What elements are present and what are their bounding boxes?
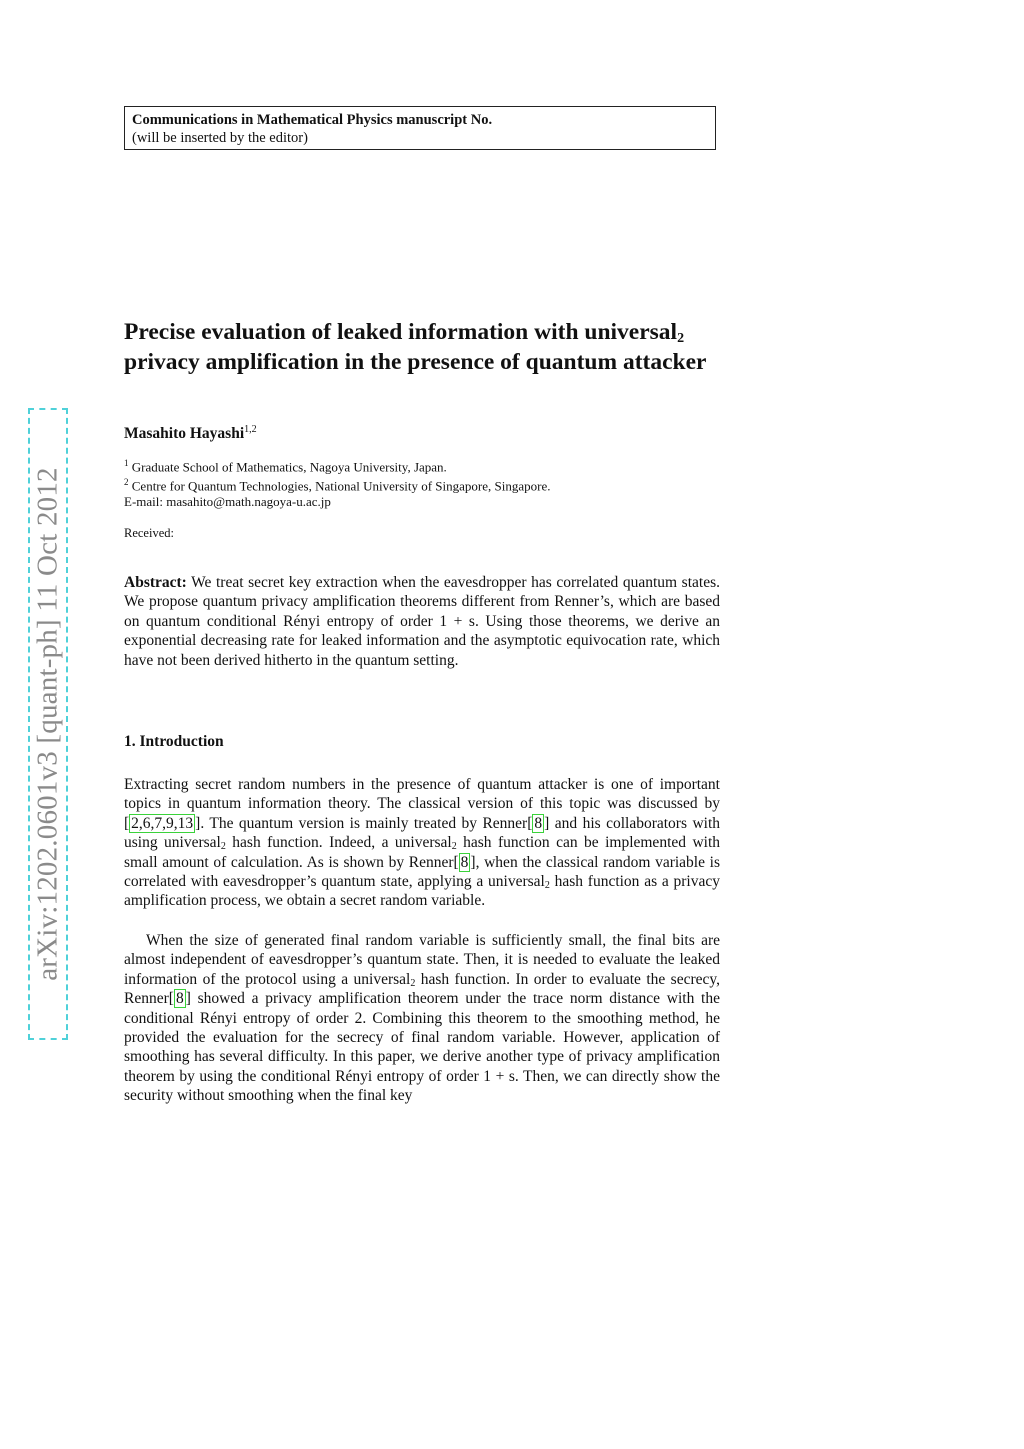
paper-title: [124, 318, 724, 377]
arxiv-stamp-text: arXiv:1202.0601v3 [quant-ph] 11 Oct 2012: [31, 467, 64, 981]
p1-text-b: . The quantum version is mainly treated by Renner: [200, 814, 528, 832]
p1-text-a: Extracting secret random numbers in the presence of quantum attacker is one of important topics in quantum information theory. The classical version of this topic was discussed by: [124, 776, 720, 813]
intro-paragraph-1: Extracting secret random numbers in the presence of quantum attacker is one of important topics in quantum information theory. The classical version of this topic was discussed by [ 2,6,7,9,13 ]. The quantum version is mainly treated by Renner[ 8 ] and his collaborators with using universal$_2$ hash function. Indeed, a universal$_2$ hash function can be implemented with small amount of calculation. As is shown by Renner[ 8 ], when the classical random variable is correlated with eavesdropper’s quantum state, applying a universal$_2$ hash function as a privacy amplification process, we obtain a secret random variable.: [124, 776, 720, 910]
affiliations: [124, 456, 724, 509]
citation-link[interactable]: 8: [175, 990, 184, 1008]
citation-link[interactable]: 8: [460, 853, 469, 871]
citation-link[interactable]: 8: [534, 814, 543, 832]
title-part2: privacy amplification in the presence of quantum attacker: [124, 348, 707, 375]
title-subscript: 2: [677, 331, 685, 346]
journal-name: Communications in Mathematical Physics manuscript No.: [132, 112, 493, 128]
p1-text-f: , when the classical random variable is correlated with eavesdropper’s quantum state, applying a universal: [124, 853, 720, 891]
affiliation-2-text: Centre for Quantum Technologies, National University of Singapore, Singapore.: [128, 478, 551, 494]
arxiv-stamp-link[interactable]: [28, 408, 68, 1040]
affiliation-1-num: 1: [124, 458, 129, 468]
subscript-2: 2: [451, 841, 457, 853]
p1-text-d: hash function. Indeed, a universal: [225, 834, 452, 852]
affiliation-2-num: 2: [124, 476, 129, 487]
section-heading-introduction: 1. Introduction: [124, 733, 224, 750]
p2-text-b: hash function. In order to evaluate the secrecy, Renner: [124, 970, 720, 1008]
intro-paragraph-2: When the size of generated final random variable is sufficiently small, the final bits are almost independent of eavesdropper’s quantum state. Then, it is needed to evaluate the leaked information of the protocol using a universal$_2$ hash function. In order to evaluate the secrecy, Renner[ 8 ] showed a privacy amplification theorem under the trace norm distance with the conditional Rényi entropy of order 2. Combining this theorem to the smoothing method, he provided the evaluation for the secrecy of final random variable. However, application of smoothing has several difficulty. In this paper, we derive another type of privacy amplification theorem by using the conditional Rényi entropy of order 1 + s. Then, we can directly show the security without smoothing when the final key: [124, 932, 720, 1105]
citation-link[interactable]: 2,6,7,9,13: [131, 814, 194, 832]
journal-header-box: [124, 106, 716, 150]
p1-text-e: hash function can be implemented with small amount of calculation. As is shown by Renner: [124, 834, 720, 871]
affiliation-1: [124, 456, 724, 475]
journal-note: (will be inserted by the editor): [132, 130, 308, 146]
p2-text-a: When the size of generated final random variable is sufficiently small, the final bits are almost independent of eavesdropper’s quantum state. Then, it is needed to evaluate the leaked information of the protocol using a universal: [124, 932, 720, 988]
affiliation-1-text: Graduate School of Mathematics, Nagoya University, Japan.: [128, 459, 447, 475]
abstract-label: Abstract:: [124, 574, 187, 591]
received-line: Received:: [124, 526, 174, 540]
p2-text-c: showed a privacy amplification theorem under the trace norm distance with the conditional Rényi entropy of order 2. Combining this theorem to the smoothing method, he provided the evaluation for the secrecy of final random variable. However, application of smoothing has several difficulty. In this paper, we derive another type of privacy amplification theorem by using the conditional Rényi entropy of order 1 + s. Then, we can directly show the security without smoothing when the final key: [124, 990, 720, 1105]
p1-text-c: and his collaborators with using universal: [124, 814, 720, 852]
title-part1: Precise evaluation of leaked information with universal: [124, 319, 678, 345]
author-name: Masahito Hayashi: [124, 425, 245, 443]
subscript-2: 2: [410, 977, 416, 989]
p1-text-g: hash function as a privacy amplification process, we obtain a secret random variable.: [124, 873, 720, 910]
email: E-mail: masahito@math.nagoya-u.ac.jp: [124, 493, 331, 509]
abstract-text: We treat secret key extraction when the eavesdropper has correlated quantum states. We propose quantum privacy amplification theorems different from Renner’s, which are based on quantum conditional Rényi entropy of order 1 + s. Using those theorems, we derive an exponential decreasing rate for leaked information and the asymptotic equivocation rate, which have not been derived hitherto in the quantum setting.: [124, 574, 720, 669]
author: [124, 424, 257, 443]
subscript-2: 2: [220, 841, 226, 853]
affiliation-2: [124, 475, 724, 494]
abstract: [124, 573, 720, 670]
subscript-2: 2: [544, 880, 550, 892]
author-affil-marks: 1,2: [244, 424, 257, 435]
